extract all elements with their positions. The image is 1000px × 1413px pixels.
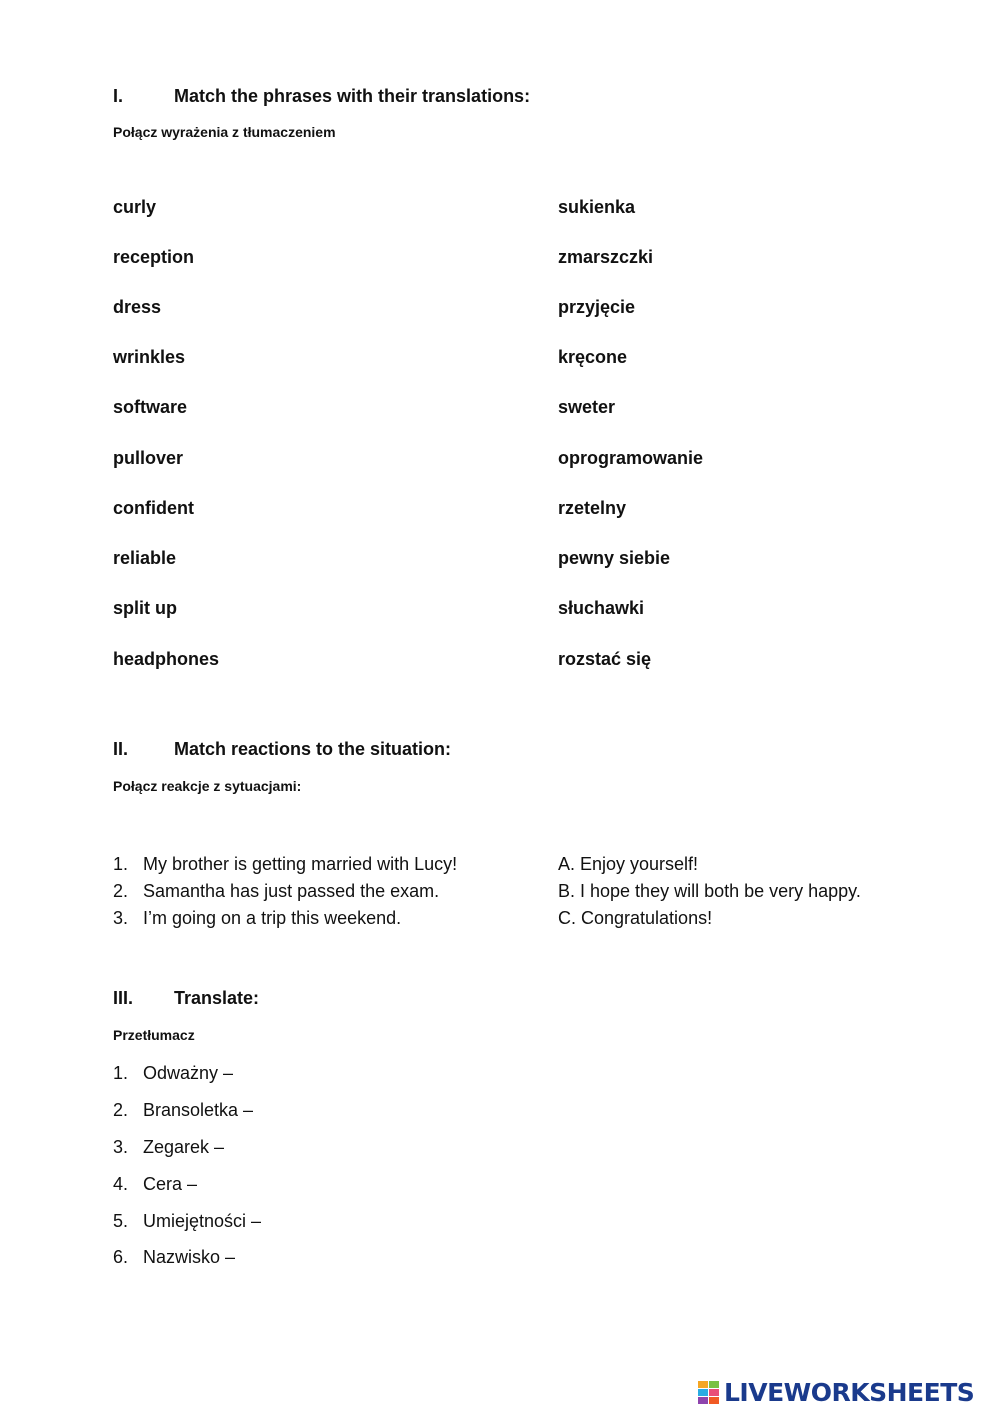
section2-subtitle: Połącz reakcje z sytuacjami: (113, 778, 302, 794)
translate-number: 2. (113, 1100, 129, 1120)
polish-word: kręcone (558, 347, 628, 367)
situation-number: 1. (113, 854, 129, 874)
polish-word: zmarszczki (558, 247, 654, 267)
english-word: wrinkles (113, 347, 186, 367)
translate-item: Zegarek – (143, 1137, 225, 1157)
section1-title: Match the phrases with their translations: (174, 86, 531, 106)
translate-item: Odważny – (143, 1063, 234, 1083)
situation-text: I’m going on a trip this weekend. (143, 908, 402, 928)
english-word: pullover (113, 448, 184, 468)
polish-word: rzetelny (558, 498, 627, 518)
polish-word: rozstać się (558, 649, 652, 669)
section3-title: Translate: (174, 988, 260, 1008)
translate-item: Bransoletka – (143, 1100, 254, 1120)
reaction-text: C. Congratulations! (558, 908, 713, 928)
polish-word: sukienka (558, 197, 636, 217)
section2-number: II. (113, 739, 129, 759)
section3-number: III. (113, 988, 134, 1008)
translate-number: 6. (113, 1247, 129, 1267)
translate-item: Cera – (143, 1174, 198, 1194)
section1-subtitle: Połącz wyrażenia z tłumaczeniem (113, 124, 336, 140)
english-word: confident (113, 498, 194, 518)
section1-number: I. (113, 86, 124, 106)
section2-title: Match reactions to the situation: (174, 739, 452, 759)
situation-text: My brother is getting married with Lucy! (143, 854, 458, 874)
english-word: dress (113, 297, 162, 317)
english-word: headphones (113, 649, 220, 669)
situation-number: 2. (113, 881, 129, 901)
situation-text: Samantha has just passed the exam. (143, 881, 440, 901)
polish-word: sweter (558, 397, 616, 417)
polish-word: pewny siebie (558, 548, 671, 568)
liveworksheets-logo-icon (698, 1381, 720, 1405)
polish-word: słuchawki (558, 598, 645, 618)
english-word: software (113, 397, 188, 417)
reaction-text: B. I hope they will both be very happy. (558, 881, 861, 901)
reaction-text: A. Enjoy yourself! (558, 854, 699, 874)
translate-item: Nazwisko – (143, 1247, 236, 1267)
polish-word: oprogramowanie (558, 448, 704, 468)
translate-item: Umiejętności – (143, 1211, 262, 1231)
translate-number: 3. (113, 1137, 129, 1157)
translate-number: 4. (113, 1174, 129, 1194)
situation-number: 3. (113, 908, 129, 928)
english-word: curly (113, 197, 157, 217)
translate-number: 1. (113, 1063, 129, 1083)
english-word: split up (113, 598, 177, 618)
english-word: reception (113, 247, 195, 267)
polish-word: przyjęcie (558, 297, 636, 317)
liveworksheets-logo-text: LIVEWORKSHEETS (724, 1378, 975, 1407)
english-word: reliable (113, 548, 177, 568)
translate-number: 5. (113, 1211, 129, 1231)
section3-subtitle: Przetłumacz (113, 1027, 195, 1043)
